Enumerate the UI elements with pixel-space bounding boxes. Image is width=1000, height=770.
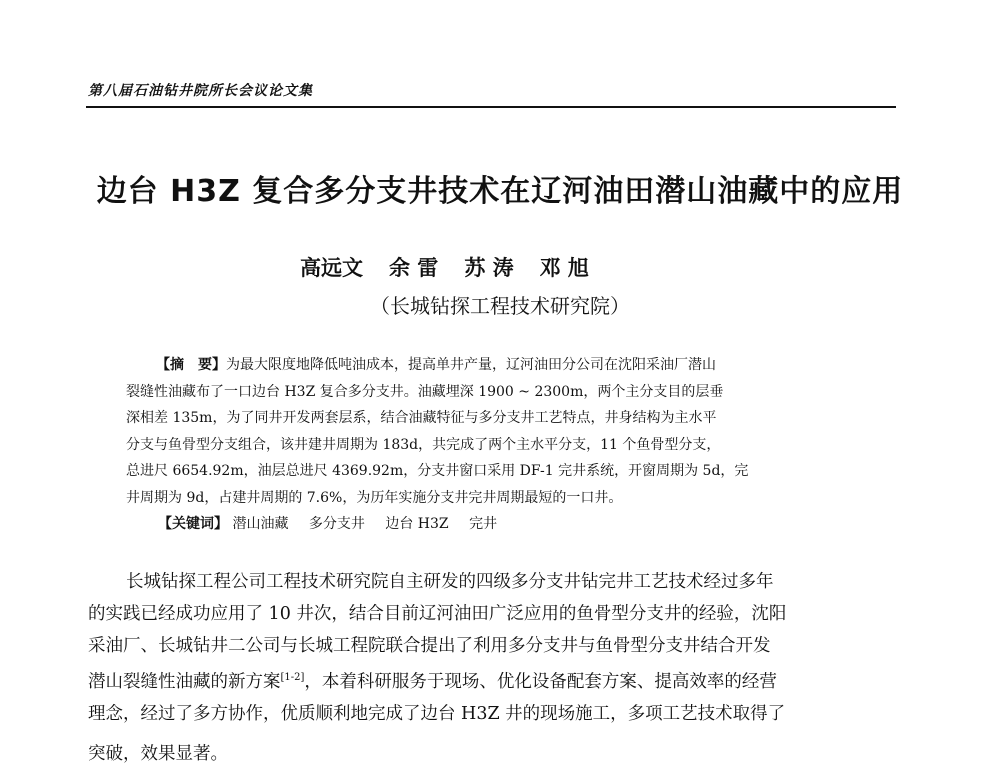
paper-title: 边台 H3Z 复合多分支井技术在辽河油田潜山油藏中的应用 xyxy=(96,174,904,209)
body-text xyxy=(88,566,898,762)
abstract-line: 深相差 135m，为了同井开发两套层系，结合油藏特征与多分支井工艺特点，井身结构为主水平 xyxy=(126,410,717,426)
abstract-label: 【摘 要】 xyxy=(156,357,226,373)
header-rule xyxy=(86,106,896,108)
abstract-line: 裂缝性油藏布了一口边台 H3Z 复合多分支井。油藏埋深 1900 ~ 2300m，两个主分支目的层垂 xyxy=(126,383,724,400)
abstract-line: 总进尺 6654.92m，油层总进尺 4369.92m，分支井窗口采用 DF-1 完井系统，开窗周期为 5d，完 xyxy=(126,463,749,479)
citation: [1-2] xyxy=(280,672,305,683)
body-line: 潜山裂缝性油藏的新方案[1-2]，本着科研服务于现场、优化设备配套方案、提高效率的经营 xyxy=(88,672,777,692)
body-line: 理念，经过了多方协作，优质顺利地完成了边台 H3Z 井的现场施工，多项工艺技术取得了 xyxy=(88,704,786,724)
body-line: 长城钻探工程公司工程技术研究院自主研发的四级多分支井钻完井工艺技术经过多年 xyxy=(126,572,774,592)
author-name: 苏 涛 xyxy=(464,255,514,280)
keywords-label: 【关键词】 xyxy=(158,516,228,532)
author-name: 余 雷 xyxy=(389,255,439,280)
body-line: 的实践已经成功应用了 10 井次，结合目前辽河油田广泛应用的鱼骨型分支井的经验，沈阳 xyxy=(88,604,787,624)
abstract-line: 分支与鱼骨型分支组合，该井建井周期为 183d，共完成了两个主水平分支，11 个鱼骨型分支， xyxy=(126,436,721,453)
author-name: 高远文 xyxy=(300,255,363,280)
keywords-line xyxy=(126,511,861,538)
body-line: 采油厂、长城钻井二公司与长城工程院联合提出了利用多分支井与鱼骨型分支井结合开发 xyxy=(88,636,771,656)
keyword: 完井 xyxy=(469,516,498,532)
keyword: 多分支井 xyxy=(308,516,365,532)
abstract-block xyxy=(126,352,861,538)
author-affiliation: （长城钻探工程技术研究院） xyxy=(370,294,630,318)
abstract-line: 井周期为 9d，占建井周期的 7.6%，为历年实施分支井完井周期最短的一口井。 xyxy=(126,489,623,506)
running-header: 第八届石油钻井院所长会议论文集 xyxy=(88,83,313,99)
keyword: 潜山油藏 xyxy=(232,516,289,532)
keyword: 边台 H3Z xyxy=(385,516,449,532)
author-list xyxy=(300,252,589,282)
body-line: 突破，效果显著。 xyxy=(88,744,228,764)
author-name: 邓 旭 xyxy=(539,255,589,280)
abstract-line: 【摘 要】为最大限度地降低吨油成本，提高单井产量，辽河油田分公司在沈阳采油厂潜山 xyxy=(156,357,716,373)
